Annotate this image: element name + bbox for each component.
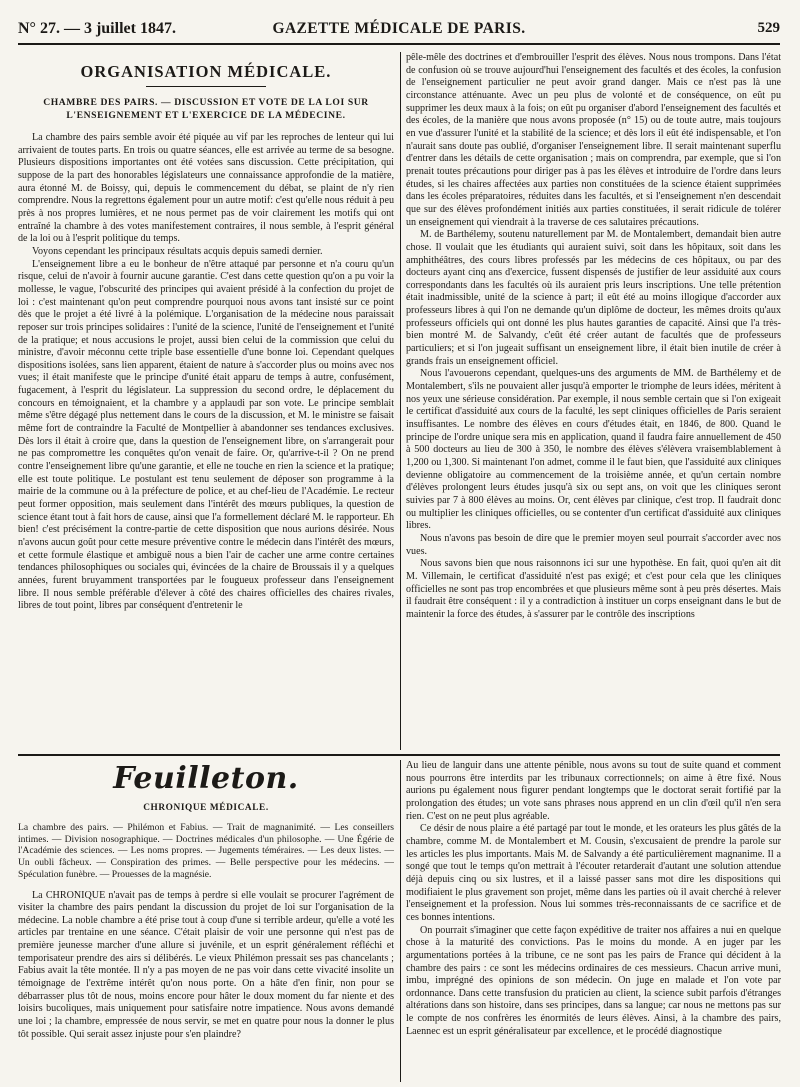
issue-number: N° 27. — 3 juillet 1847. — [18, 20, 176, 37]
paragraph: pêle-mêle des doctrines et d'embrouiller l'esprit des élèves. Nous nous trompons. Dans l'état de confusion où se trouve aujourd'hui l'enseignement des facultés et des écoles, la confusion de l'enseignement particulier ne peut avoir grand danger. Mais ce n'est pas là une circonstance atténuante. Avec un peu plus de volonté et de conséquence, on eût pu supprimer les deux maux à la fois; on eût pu organiser d'abord l'enseignement des facultés et des écoles, de la manière que nous avons proposée (n° 15) ou de toute autre, mais toujours en vue d'assurer l'unité et la stabilité de la science; et dès lors il eût été indispensable, et l'on n'aurait sans doute pas oublié, d'organiser l'enseignement libre. Il serait maintenant superflu d'entrer dans les détails de cette organisation ; mais on comprendra, par exemple, que si l'on prenait toutes précautions pour diriger pas à pas les élèves et introduire de l'ordre dans leurs études, si les chaires affectées aux parties non constituées de la science étaient supprimées dans les écoles préparatoires, réduites dans les facultés, et si l'enseignement n'en descendait que sur des élèves profondément initiés aux parties constituées, il serait ridicule de tolérer un enseignement qui viendrait à la traverse de ces salutaires précautions. — [406, 52, 781, 228]
feuilleton-title: Feuilleton. — [113, 762, 299, 796]
paragraph: Nous n'avons pas besoin de dire que le premier moyen seul pourrait s'accorder avec nos vues. — [406, 532, 781, 557]
paragraph: M. de Barthélemy, soutenu naturellement par M. de Montalembert, demandait bien autre chose. Il voulait que les étudiants qui auraient suivi, soit dans les hôpitaux, soit dans les amphithéâtres, des cours libres professés par les médecins de ces hôpitaux, ou par des docteurs ayant cinq ans d'exercice, fussent dispensés de justifier de leur assiduité aux cours correspondants dans les facultés où ils auraient pris leurs inscriptions. Une telle prétention était inadmissible, unité de la science à part; il eût été au moins illogique d'accorder aux professeurs libres à qui l'on ne demande qu'un diplôme de docteur, les mêmes droits qu'aux professeurs officiels qui ont donné les plus hautes garanties de capacité. Ainsi que l'a très-bien montré M. de Salvandy, c'eût été créer autant de facultés que de professeurs particuliers; et si l'on jugeait suffisant un enseignement libre, il était bien inutile de créer à grands frais un enseignement officiel. — [406, 229, 781, 367]
article-subtitle: CHAMBRE DES PAIRS. — DISCUSSION ET VOTE DE LA LOI SUR L'ENSEIGNEMENT ET L'EXERCICE DE LA MÉDECINE. — [43, 97, 369, 121]
paragraph: Nous l'avouerons cependant, quelques-uns des arguments de MM. de Barthélemy et de Montalembert, s'ils ne pouvaient aller jusqu'à emporter le triomphe de leurs idées, méritent à nos yeux une sérieuse considération. Par exemple, il nous semble certain que si l'on exigeait le certificat d'assiduité aux cours de la faculté, les sept cliniques officielles de Paris seraient insuffisantes. Le nombre des élèves en cours d'études était, en 1846, de 800. Quand le principe de l'ordre unique sera mis en application, quand il faudra faire annuellement de 450 à 500 docteurs au lieu de 300 à 350, le nombre des élèves s'élèvera vraisemblablement à 1,200 ou 1,300. Si maintenant l'on admet, comme il le faut bien, que l'assiduité aux cliniques devienne obligatoire au commencement de la troisième année, et qu'un certain nombre d'élèves prolongent leurs études jusqu'à six ou sept ans, on voit que les cliniques seront suivies par 7 à 800 élèves au moins. Or, cent élèves par clinique, c'est trop. Il faudrait donc ou multiplier les cliniques officielles, ou se contenter d'un certificat d'assiduité aux cliniques libres. — [406, 368, 781, 532]
paragraph: L'enseignement libre a eu le bonheur de n'être attaqué par personne et n'a couru qu'un risque, celui de n'avoir à fournir aucune garantie. C'est dans cette question qu'on a pu voir la mollesse, le vague, l'obscurité des principes qui avaient présidé à la confection du projet de loi : c'est maintenant qu'on peut comprendre pourquoi nous avons tant insisté sur ce point dès que le projet a été livré à la polémique. L'organisation de la médecine nous paraissait reposer sur trois principes solidaires : l'unité de la science, l'unité de l'enseignement et l'unité de la pratique; et nous accusions le projet, aussi bien celui de la commission que celui du ministre, d'avoir méconnu cette triple base essentielle d'une bonne loi. Cependant quelques dispositions isolées, sans lien apparent, étaient de nature à s'accorder plus ou moins avec nos vues; il était manifeste que le principe d'unité était apparu de temps à autre, confusément, fugacement, à l'esprit du législateur. La suppression du second ordre, le déplacement du concours en témoignaient, et la chambre y a applaudi par son vote. Le principe semblait même s'être dégagé plus nettement dans le cours de la discussion, et M. le ministre se faisait même fort de contraindre la Faculté de Montpellier à abandonner ses tendances exclusives. Dès lors il était à croire que, dans la question de l'enseignement libre, on s'arrangerait pour ne pas compromettre les conquêtes qu'on venait de faire. Or, qu'arrive-t-il ? On ne prend contre l'enseignement libre qu'une garantie, et elle ne touche en rien la science et la pratique; elle est toute politique. Le postulant est tenu seulement de déposer son programme à la mairie de la commune ou à la préfecture de police, et au chef-lieu de l'Académie. Le recteur peut former opposition, mais seulement dans l'intérêt des mœurs publiques, la question de science étant tout à fait hors de cause, ainsi que l'a formellement déclaré M. le rapporteur. Eh bien! c'est précisément la contre-partie de cette disposition que nous aurions désirée. Nous n'avons aucun goût pour cette mesure préventive contre le médecin dans l'intérêt des mœurs, et cette formule élastique et ambiguë nous a bien l'air de cacher une arme contre certaines tendances philosophiques ou sociales qui, évincées de la chaire de Broussais il y a quelques années, furent bruyamment transportées par le fougueux professeur dans l'enseignement libre. Il nous semble préférable d'élever à côté des chaires officielles des chaires rivales, libres de tout point, libres par conséquent d'entretenir le — [18, 258, 394, 612]
feuilleton-separator-rule — [18, 754, 780, 756]
feuilleton-subtitle: CHRONIQUE MÉDICALE. — [143, 803, 269, 813]
page-number: 529 — [757, 20, 780, 36]
section-title-rule — [146, 86, 266, 87]
column-divider — [400, 52, 401, 750]
feuilleton-column-divider — [400, 760, 401, 1082]
paragraph: Voyons cependant les principaux résultats acquis depuis samedi dernier. — [32, 245, 323, 257]
article-left-column — [18, 62, 394, 745]
article-right-column — [406, 52, 781, 745]
page-header — [18, 20, 780, 42]
header-rule — [18, 43, 780, 45]
feuilleton-right-column — [406, 760, 781, 1080]
feuilleton-summary: La chambre des pairs. — Philémon et Fabius. — Trait de magnanimité. — Les conseillers intimes. — Division nosographique. — Doctrines médicales d'un philosophe. — Une Égérie de l'Académie des sciences. — Les noms propres. — Jugements téméraires. — Les deux listes. — Un oubli fâcheux. — Conspiration des primes. — Belle perspective pour les médecins. — Spéculation funèbre. — Prouesses de la magnésie. — [18, 822, 394, 880]
paragraph: La chambre des pairs semble avoir été piquée au vif par les reproches de lenteur qui lui arrivaient de toutes parts. En trois ou quatre séances, elle est arrivée au terme de sa besogne. Plusieurs dispositions importantes ont été votées sans discussion. Cette précipitation, qui suppose de la part des honorables législateurs une connaissance approfondie de la matière, aura étonné M. de Boissy, qui, depuis le commencement du débat, se plaint de n'y rien comprendre. Nous la regrettons également pour un autre motif: c'est qu'elle nous réduit à peu près à nos propres lumières, et ne nous permet pas de voir clairement les motifs qui ont entraîné la chambre à des votes manifestement contraires, il nous semble, à l'esprit général de la loi ou à l'esprit politique du temps. — [18, 132, 394, 245]
paragraph: Ce désir de nous plaire a été partagé par tout le monde, et les orateurs les plus gâtés de la chambre, comme M. de Montalembert et M. Cousin, s'excusaient de prendre la parole sur les articles les plus importants. Mais M. de Salvandy a été particulièrement magnanime. Il a songé que tout le temps qu'on mettrait à l'écouter retarderait d'autant une solution attendue déjà depuis cinq ou six lustres, et il a laissé passer sans mot dire les dispositions qui modifiaient le plus gravement son projet, même dans les parties où il avait cherché à relever l'enseignement et la profession. Nous lui sommes très-reconnaissants de ce sacrifice et de ces bonnes intentions. — [406, 823, 781, 923]
section-title: ORGANISATION MÉDICALE. — [80, 62, 332, 81]
feuilleton-left-column — [18, 762, 394, 1080]
paragraph: Au lieu de languir dans une attente pénible, nous avons su tout de suite quand et comment nous pourrons être interdits par les tribunaux correctionnels; on aime à être fixé. Nous aurions pu également nous figurer pendant longtemps que le doctorat serait fortifié par la prolongation des études; un vote sans phrases nous apprend en un clin d'œil qu'il n'en sera rien. C'est on ne peut plus agréable. — [406, 760, 781, 822]
journal-title: GAZETTE MÉDICALE DE PARIS. — [272, 20, 526, 37]
paragraph: La CHRONIQUE n'avait pas de temps à perdre si elle voulait se procurer l'agrément de visiter la chambre des pairs pendant la discussion du projet de loi sur l'organisation de la médecine. La noble chambre a été prise tout à coup d'une si terrible ardeur, qu'elle a voté les articles par trentaine en une séance. C'était plaisir de voir une personne qui n'est pas de première jeunesse marcher d'une allure si juvénile, et un esprit généralement réfléchi et temporisateur prendre des airs si délibérés. Le vieux Philémon pressait ses pas chancelants ; Fabius avait la tête montée. Il n'y a pas moyen de ne pas voir dans cette vivacité insolite un témoignage de l'extrême intérêt qu'on nous porte. On a hâte d'en finir, non pour se débarrasser plus tôt de nous, moins encore pour hâter le doux moment du far niente et des loisirs bucoliques, mais uniquement pour satisfaire notre impatience. Nous avons demandé une loi ; la chambre, empressée de nous servir, se met en quatre pour nous la donner le plus tôt possible. Qui serait assez injuste pour s'en plaindre? — [18, 889, 394, 1040]
paragraph: On pourrait s'imaginer que cette façon expéditive de traiter nos affaires a nui en quelque chose à la maturité des convictions. Pas le moins du monde. A en juger par les argumentations portées à la tribune, ce ne sont pas les pairs de France qui décident à la chambre des pairs : ce sont les médecins ordinaires de ces messieurs. Chacun arrive muni, imbu, imprégné des opinions de son médecin. On juge en malade et l'on vote par ordonnance. Dans cette transfusion du praticien au client, la science subit parfois d'étranges altérations dans son histoire, dans ses principes, dans sa langue; car nous ne mettons pas sur le compte de nos confrères les énormités de leurs élèves. Ainsi, à la chambre des pairs, Laennec est un esprit généralisateur par excellence, et le procédé diagnostique — [406, 924, 781, 1037]
paragraph: Nous savons bien que nous raisonnons ici sur une hypothèse. En fait, quoi qu'en ait dit M. Villemain, le certificat d'assiduité n'est pas exigé; et c'est pour cela que les cliniques officielles ne sont pas trop encombrées et que plusieurs même sont à peu près désertes. Mais il faudrait être conséquent : il y a contradiction à instituer un corps enseignant dans le but de maintenir la force des études, à s'assurer par le contrôle des inscriptions — [406, 558, 781, 620]
